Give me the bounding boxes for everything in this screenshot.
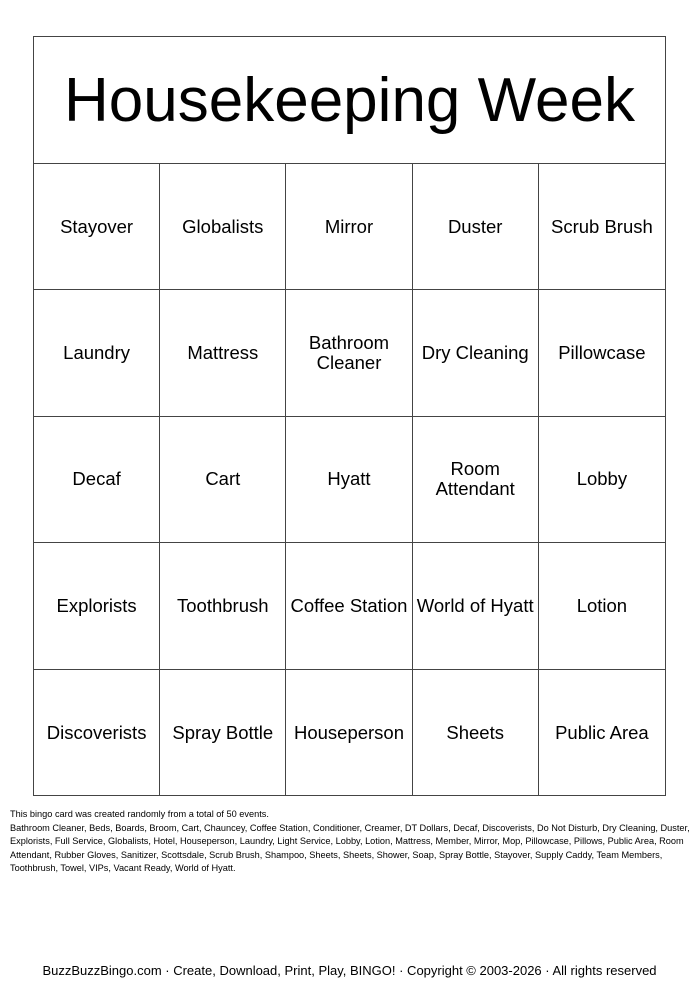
footer-copyright: BuzzBuzzBingo.com · Create, Download, Print, Play, BINGO! · Copyright © 2003-2026 · All rights reserved — [42, 963, 657, 978]
bingo-card — [33, 36, 666, 796]
bingo-cell: Duster — [413, 164, 539, 290]
bingo-cell: Decaf — [34, 417, 160, 543]
bingo-cell: World of Hyatt — [413, 543, 539, 669]
bingo-cell: Cart — [160, 417, 286, 543]
bingo-cell: Sheets — [413, 670, 539, 796]
card-title: Housekeeping Week — [34, 37, 665, 164]
bingo-cell: Lotion — [539, 543, 665, 669]
event-list — [10, 808, 692, 876]
bingo-cell: Houseperson — [286, 670, 412, 796]
bingo-cell: Mirror — [286, 164, 412, 290]
bingo-cell: Spray Bottle — [160, 670, 286, 796]
bingo-cell: Scrub Brush — [539, 164, 665, 290]
bingo-cell: Stayover — [34, 164, 160, 290]
bingo-cell: Discoverists — [34, 670, 160, 796]
bingo-cell: Explorists — [34, 543, 160, 669]
bingo-cell: Globalists — [160, 164, 286, 290]
bingo-cell: Room Attendant — [413, 417, 539, 543]
bingo-cell: Mattress — [160, 290, 286, 416]
bingo-cell: Bathroom Cleaner — [286, 290, 412, 416]
bingo-cell: Toothbrush — [160, 543, 286, 669]
bingo-cell: Pillowcase — [539, 290, 665, 416]
bingo-cell: Hyatt — [286, 417, 412, 543]
bingo-cell: Coffee Station — [286, 543, 412, 669]
bingo-cell: Dry Cleaning — [413, 290, 539, 416]
bingo-cell: Public Area — [555, 721, 649, 743]
event-list-items: Bathroom Cleaner, Beds, Boards, Broom, Cart, Chauncey, Coffee Station, Conditioner, Creamer, DT Dollars, Decaf, Discoverists, Do Not Disturb, Dry Cleaning, Duster, Explorists, Full Service, Globalists, Hotel, Houseperson, Laundry, Light Service, Lobby, Lotion, Mattress, Member, Mirror, Mop, Pillowcase, Pillows, Public Area, Room Attendant, Rubber Gloves, Sanitizer, Scottsdale, Scrub Brush, Shampoo, Sheets, Sheets, Shower, Soap, Spray Bottle, Stayover, Supply Caddy, Team Members, Toothbrush, Towel, VIPs, Vacant Ready, World of Hyatt. — [10, 822, 690, 873]
bingo-grid — [34, 164, 665, 796]
event-list-intro: This bingo card was created randomly from a total of 50 events. — [10, 809, 269, 819]
bingo-cell: Laundry — [34, 290, 160, 416]
bingo-cell: Lobby — [539, 417, 665, 543]
